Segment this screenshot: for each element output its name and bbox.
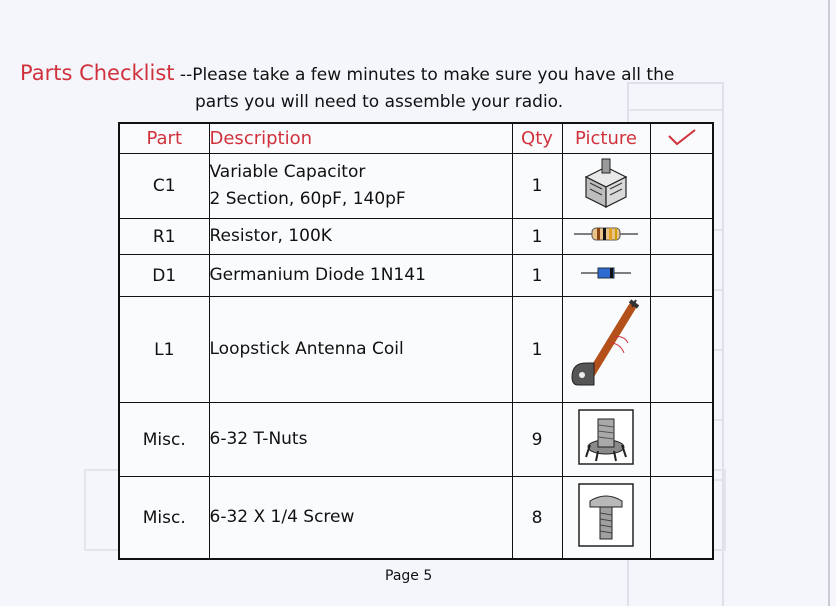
picture-cell	[562, 403, 650, 477]
picture-cell	[562, 297, 650, 403]
diode-icon	[581, 265, 631, 281]
page-number: Page 5	[385, 568, 433, 584]
table-row	[119, 219, 713, 255]
qty-cell: 1	[512, 255, 562, 297]
antenna-coil-icon	[566, 297, 646, 397]
picture-cell	[562, 477, 650, 559]
part-cell: D1	[119, 255, 209, 297]
qty-cell: 1	[512, 154, 562, 219]
description-cell: Loopstick Antenna Coil	[209, 297, 512, 403]
qty-cell: 1	[512, 219, 562, 255]
check-cell[interactable]	[650, 219, 713, 255]
table-row	[119, 154, 713, 219]
qty-cell: 8	[512, 477, 562, 559]
part-cell: Misc.	[119, 403, 209, 477]
check-cell[interactable]	[650, 477, 713, 559]
column-header-part: Part	[119, 123, 209, 154]
part-cell: L1	[119, 297, 209, 403]
table-row	[119, 403, 713, 477]
resistor-icon	[574, 224, 638, 244]
part-cell: R1	[119, 219, 209, 255]
description-cell	[209, 154, 512, 219]
picture-cell	[562, 219, 650, 255]
description-cell: 6-32 T-Nuts	[209, 403, 512, 477]
description-line: Variable Capacitor	[209, 162, 366, 183]
t-nut-icon	[578, 409, 634, 465]
column-header-check	[650, 123, 713, 154]
description-cell: Germanium Diode 1N141	[209, 255, 512, 297]
instructions-line-2: parts you will need to assemble your radio.	[195, 92, 564, 112]
description-line: 2 Section, 60pF, 140pF	[209, 189, 406, 210]
column-header-picture: Picture	[562, 123, 650, 154]
table-row	[119, 297, 713, 403]
page-fold-edge	[828, 0, 830, 606]
instructions-line-1: --Please take a few minutes to make sure you have all the	[174, 65, 675, 85]
column-header-qty: Qty	[512, 123, 562, 154]
table-row	[119, 255, 713, 297]
picture-cell	[562, 154, 650, 219]
part-cell: Misc.	[119, 477, 209, 559]
parts-checklist-table	[118, 122, 714, 560]
description-cell: Resistor, 100K	[209, 219, 512, 255]
checklist-header	[20, 60, 820, 116]
qty-cell: 9	[512, 403, 562, 477]
qty-cell: 1	[512, 297, 562, 403]
check-cell[interactable]	[650, 403, 713, 477]
check-mark-icon	[661, 124, 701, 148]
screw-icon	[578, 483, 634, 547]
table-row	[119, 477, 713, 559]
variable-capacitor-icon	[576, 155, 636, 213]
check-cell[interactable]	[650, 255, 713, 297]
picture-cell	[562, 255, 650, 297]
page-title: Parts Checklist	[20, 61, 175, 85]
description-cell: 6-32 X 1/4 Screw	[209, 477, 512, 559]
part-cell: C1	[119, 154, 209, 219]
column-header-description: Description	[209, 123, 512, 154]
check-cell[interactable]	[650, 297, 713, 403]
check-cell[interactable]	[650, 154, 713, 219]
table-header-row	[119, 123, 713, 154]
